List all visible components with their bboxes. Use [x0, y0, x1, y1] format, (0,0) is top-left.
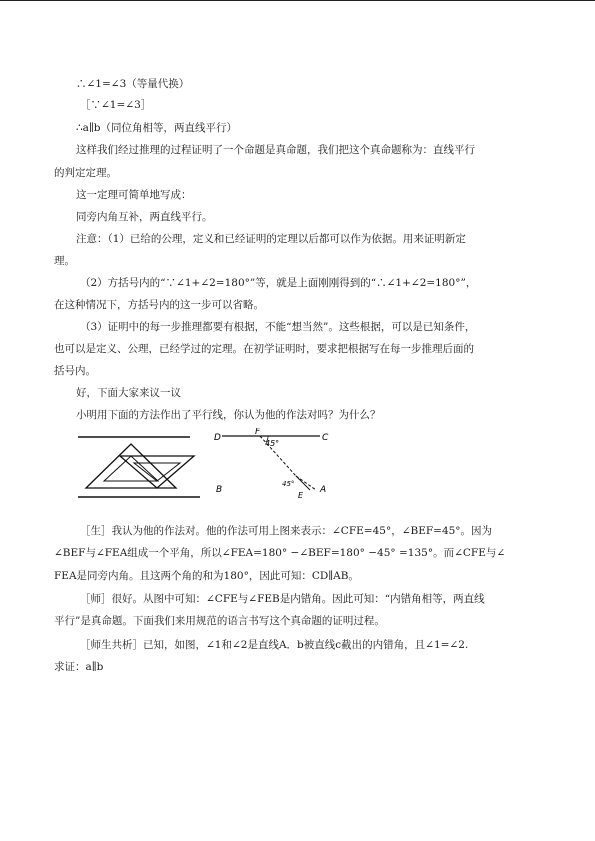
- transversal-drawing: [212, 428, 348, 500]
- text-line: ［师生共析］已知，如图，∠1和∠2是直线A．b被直线c截出的内错角，且∠1=∠2.: [80, 639, 469, 651]
- label-e: E: [298, 491, 304, 500]
- text-line: 这样我们经过推理的过程证明了一个命题是真命题，我们把这个真命题称为：直线平行: [76, 144, 475, 156]
- text-line: （2）方括号内的“∵∠1+∠2=180°”等，就是上面刚刚得到的“∴∠1+∠2=180°”，: [80, 277, 477, 289]
- text-line: 也可以是定义、公理，已经学过的定理。在初学证明时，要求把根据写在每一步推理后面的: [54, 343, 474, 355]
- transversal-figure: [212, 428, 348, 500]
- label-d: D: [214, 433, 221, 443]
- text-line: 平行”是真命题。下面我们来用规范的语言书写这个真命题的证明过程。: [54, 615, 385, 627]
- text-line: 注意：（1）已给的公理，定义和已经证明的定理以后都可以作为依据。用来证明新定: [76, 233, 466, 245]
- text-line: ∴∠1=∠3（等量代换）: [76, 78, 190, 90]
- text-line: 理。: [54, 255, 75, 267]
- label-c: C: [322, 433, 329, 443]
- angle-label-bef: 45°: [282, 480, 295, 488]
- text-line: FEA是同旁内角。且这两个角的和为180°，因此可知：CD∥AB。: [54, 570, 359, 582]
- text-line: ［∵∠1=∠3］: [80, 99, 152, 111]
- text-line: 括号内。: [54, 365, 96, 377]
- label-f: F: [255, 428, 261, 437]
- text-line: 求证：a∥b: [54, 661, 104, 673]
- text-line: ∠BEF与∠FEA组成一个平角，所以∠FEA=180° −∠BEF=180° −45° =135°。而∠CFE与∠: [54, 547, 506, 559]
- text-line: 的判定定理。: [54, 167, 117, 179]
- text-line: ［生］我认为他的作法对。他的作法可用上图来表示：∠CFE=45°，∠BEF=45°。因为: [80, 525, 493, 537]
- text-line: 在这种情况下，方括号内的这一步可以省略。: [54, 299, 264, 311]
- set-square-figure: [76, 436, 200, 500]
- set-square-drawing: [76, 436, 200, 500]
- label-b: B: [216, 485, 223, 495]
- page-top-rule: [0, 0, 595, 1]
- text-line: （3）证明中的每一步推理都要有根据，不能“想当然”。这些根据，可以是已知条件，: [80, 321, 476, 333]
- text-line: ∴a∥b（同位角相等，两直线平行）: [76, 122, 238, 134]
- text-line: 同旁内角互补，两直线平行。: [76, 211, 213, 223]
- text-line: ［师］很好。从图中可知：∠CFE与∠FEB是内错角。因此可知：“内错角相等，两直线: [80, 593, 485, 605]
- text-line: 这一定理可简单地写成：: [76, 189, 192, 201]
- text-line: 小明用下面的方法作出了平行线，你认为他的作法对吗？为什么？: [76, 409, 381, 421]
- text-line: 好，下面大家来议一议: [76, 387, 181, 399]
- label-a: A: [320, 485, 327, 495]
- angle-label-cfe: 45°: [265, 439, 280, 448]
